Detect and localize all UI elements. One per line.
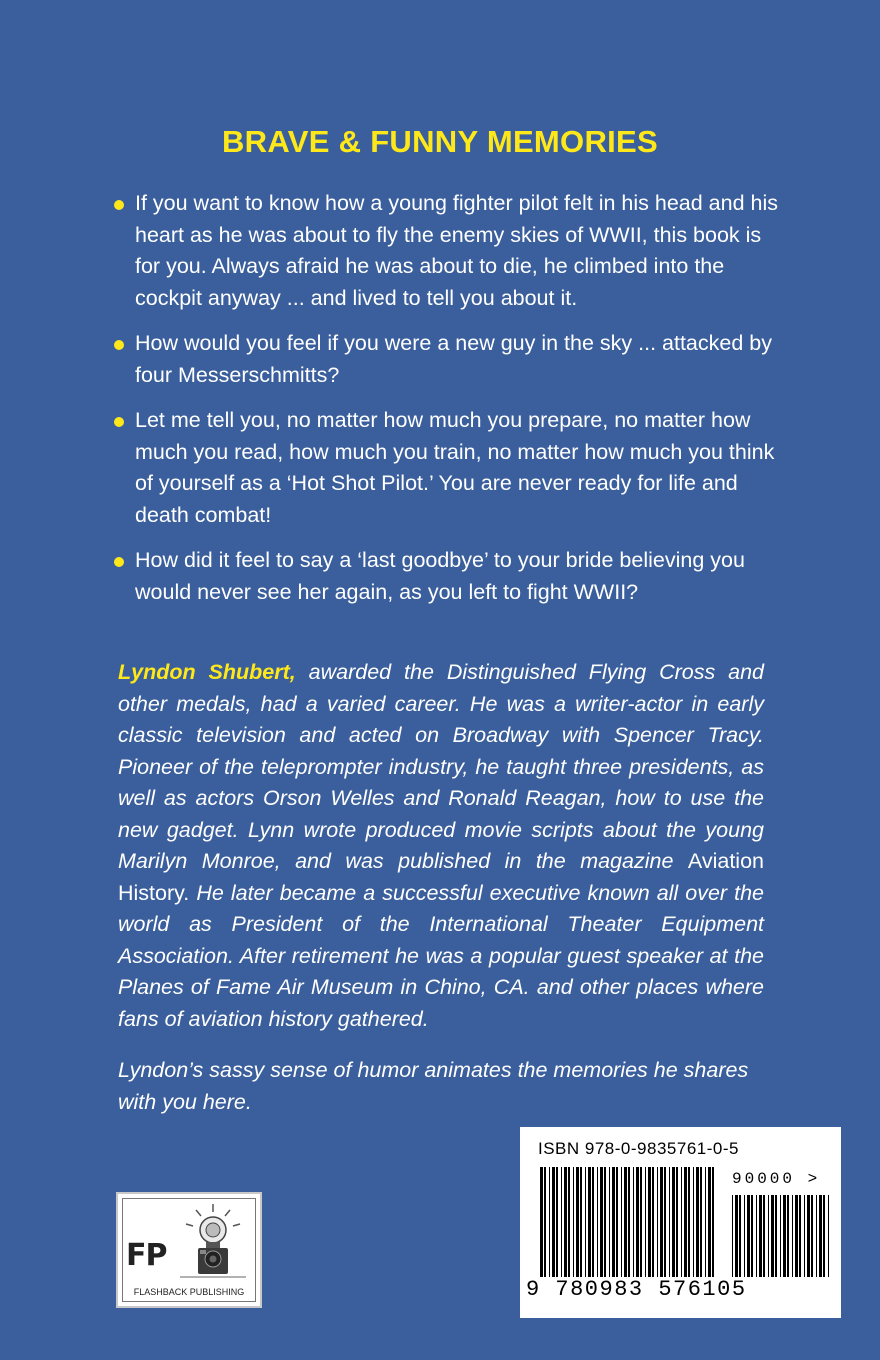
publisher-logo xyxy=(116,1192,262,1308)
barcode-bar xyxy=(735,1195,738,1277)
barcode-bar xyxy=(552,1167,555,1277)
barcode-bar xyxy=(672,1167,675,1277)
barcode-bar xyxy=(633,1167,634,1277)
barcode-bar xyxy=(780,1195,781,1277)
bullet-item xyxy=(114,328,782,391)
barcode-bar xyxy=(645,1167,646,1277)
barcode-bar xyxy=(628,1167,630,1277)
barcode-bar xyxy=(681,1167,682,1277)
barcode-bar xyxy=(657,1167,658,1277)
camera-icon xyxy=(178,1202,248,1284)
barcode-bar xyxy=(688,1167,690,1277)
barcode-bar xyxy=(669,1167,670,1277)
barcode-bar xyxy=(763,1195,765,1277)
barcode-bar xyxy=(756,1195,757,1277)
bio-text-part2: He later became a successful executive known all over the world as President of the International Theater Equipment Association. After retirement he was a popular guest speaker at the Planes of Fame Air Museum in Chino, CA. and other places where fans of aviation history gathered. xyxy=(118,880,764,1031)
barcode-bar xyxy=(816,1195,817,1277)
barcode-bar xyxy=(771,1195,774,1277)
barcode-bar xyxy=(585,1167,586,1277)
barcode-bar xyxy=(652,1167,654,1277)
bullet-item xyxy=(114,545,782,608)
barcode-bar xyxy=(616,1167,618,1277)
barcode-bar xyxy=(744,1195,745,1277)
ean-digits: 9 780983 576105 xyxy=(526,1277,747,1302)
barcode-bar xyxy=(592,1167,594,1277)
barcode-bar xyxy=(804,1195,805,1277)
barcode-bar xyxy=(819,1195,822,1277)
bullet-dot-icon xyxy=(114,417,124,427)
barcode-bar xyxy=(768,1195,769,1277)
barcode-bar xyxy=(787,1195,789,1277)
barcode-bar xyxy=(693,1167,694,1277)
barcode-bar xyxy=(712,1167,714,1277)
bullet-dot-icon xyxy=(114,340,124,350)
bullet-item xyxy=(114,188,782,314)
barcode-bar xyxy=(568,1167,570,1277)
barcode-bar xyxy=(609,1167,610,1277)
barcode-bar xyxy=(544,1167,546,1277)
barcode-bar xyxy=(561,1167,562,1277)
barcode-bar xyxy=(795,1195,798,1277)
bullet-dot-icon xyxy=(114,200,124,210)
barcode-bar xyxy=(588,1167,591,1277)
publisher-name: FLASHBACK PUBLISHING xyxy=(133,1287,245,1297)
bullet-text: How did it feel to say a ‘last goodbye’ to your bride believing you would never see her again, as you left to fight WWII? xyxy=(135,548,745,604)
barcode-bar xyxy=(792,1195,793,1277)
barcode-bar xyxy=(621,1167,622,1277)
barcode-bar xyxy=(705,1167,706,1277)
publisher-initials: FP xyxy=(126,1238,167,1273)
bullet-text: If you want to know how a young fighter pilot felt in his head and his heart as he was about to fly the enemy skies of WWII, this book is for you. Always afraid he was about to die, he climbed into the cockpit anyway ... and lived to tell you about it. xyxy=(135,191,779,310)
price-code: 90000 > xyxy=(732,1170,821,1188)
bullet-dot-icon xyxy=(114,557,124,567)
cover-heading: BRAVE & FUNNY MEMORIES xyxy=(221,124,659,159)
barcode-bar xyxy=(648,1167,651,1277)
barcode-bar xyxy=(564,1167,567,1277)
barcode-bar xyxy=(747,1195,750,1277)
barcode-bar xyxy=(828,1195,829,1277)
barcode-bar xyxy=(556,1167,558,1277)
author-name: Lyndon Shubert, xyxy=(118,660,296,684)
bullet-item xyxy=(114,405,782,531)
barcode-bar xyxy=(549,1167,550,1277)
barcode-bar xyxy=(759,1195,762,1277)
author-bio xyxy=(118,657,764,1035)
bullet-text: How would you feel if you were a new guy in the sky ... attacked by four Messerschmitts? xyxy=(135,331,772,387)
barcode-bar xyxy=(739,1195,741,1277)
barcode-bar xyxy=(636,1167,639,1277)
magazine-title: Aviation History. xyxy=(118,849,764,905)
barcode-bar xyxy=(624,1167,627,1277)
barcode-bar xyxy=(811,1195,813,1277)
barcode-bar xyxy=(807,1195,810,1277)
barcode-bar xyxy=(700,1167,702,1277)
barcode-bar xyxy=(732,1195,733,1277)
bullet-list xyxy=(114,188,782,622)
barcode-bar xyxy=(708,1167,711,1277)
barcode-bar xyxy=(775,1195,777,1277)
barcode-bar xyxy=(640,1167,642,1277)
closing-line: Lyndon’s sassy sense of humor animates the memories he shares with you here. xyxy=(118,1058,749,1114)
isbn-label: ISBN 978-0-9835761-0-5 xyxy=(538,1139,739,1158)
bullet-text: Let me tell you, no matter how much you prepare, no matter how much you read, how much you train, no matter how much you think of yourself as a ‘Hot Shot Pilot.’ You are never ready for life and death combat! xyxy=(135,408,775,527)
bio-text-part1: awarded the Distinguished Flying Cross and other medals, had a varied career. He was a writer-actor in early classic television and acted on Broadway with Spencer Tracy. Pioneer of the teleprompter industry, he taught three presidents, as well as actors Orson Welles and Ronald Reagan, how to use the new gadget. Lynn wrote produced movie scripts about the young Marilyn Monroe, and was published in the magazine xyxy=(118,660,764,873)
isbn-barcode xyxy=(520,1127,841,1318)
barcode-bar xyxy=(600,1167,603,1277)
barcode-bar xyxy=(664,1167,666,1277)
barcode-bar xyxy=(540,1167,543,1277)
barcode-bar xyxy=(676,1167,678,1277)
barcode-bar xyxy=(597,1167,598,1277)
barcode-bar xyxy=(580,1167,582,1277)
barcode-bar xyxy=(799,1195,801,1277)
barcode-bar xyxy=(684,1167,687,1277)
barcode-bar xyxy=(783,1195,786,1277)
barcode-bar xyxy=(823,1195,825,1277)
barcode-bar xyxy=(573,1167,574,1277)
barcode-bar xyxy=(696,1167,699,1277)
barcode-bar xyxy=(612,1167,615,1277)
barcode-bar xyxy=(751,1195,753,1277)
barcode-bar xyxy=(660,1167,663,1277)
barcode-bar xyxy=(604,1167,606,1277)
barcode-bar xyxy=(576,1167,579,1277)
